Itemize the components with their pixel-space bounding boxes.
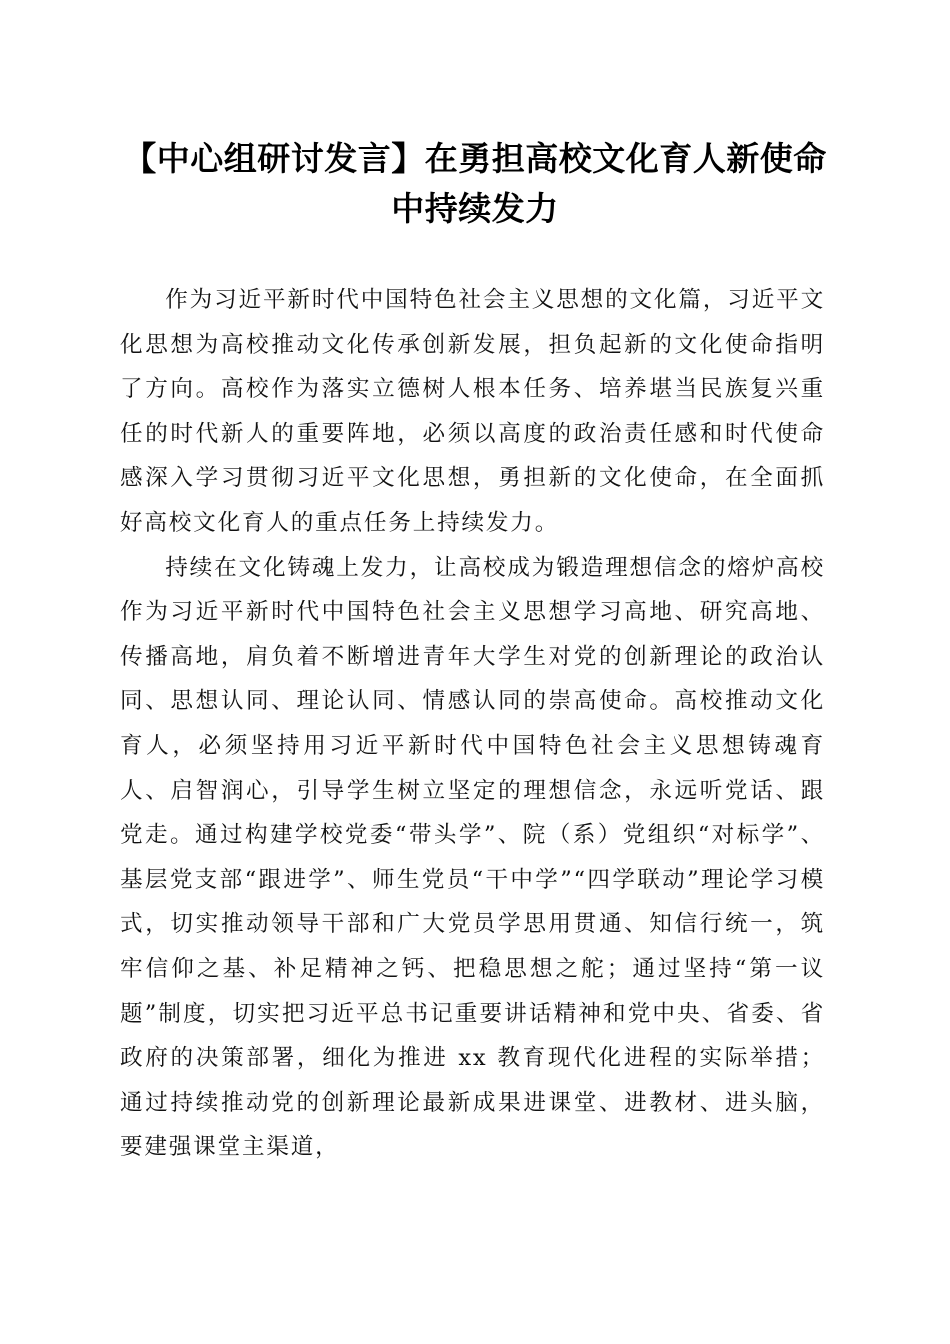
document-body xyxy=(120,278,825,1170)
paragraph-intro: 作为习近平新时代中国特色社会主义思想的文化篇，习近平文化思想为高校推动文化传承创新发展，担负起新的文化使命指明了方向。高校作为落实立德树人根本任务、培养堪当民族复兴重任的时代新人的重要阵地，必须以高度的政治责任感和时代使命感深入学习贯彻习近平文化思想，勇担新的文化使命，在全面抓好高校文化育人的重点任务上持续发力。 xyxy=(120,287,825,536)
document-title: 【中心组研讨发言】在勇担高校文化育人新使命中持续发力 xyxy=(123,139,827,228)
paragraph-cultural-soul: 持续在文化铸魂上发力，让高校成为锻造理想信念的熔炉高校作为习近平新时代中国特色社会主义思想学习高地、研究高地、传播高地，肩负着不断增进青年大学生对党的创新理论的政治认同、思想认同、理论认同、情感认同的崇高使命。高校推动文化育人，必须坚持用习近平新时代中国特色社会主义思想铸魂育人、启智润心，引导学生树立坚定的理想信念，永远听党话、跟党走。通过构建学校党委“带头学”、院（系）党组织“对标学”、基层党支部“跟进学”、师生党员“干中学”“四学联动”理论学习模式，切实推动领导干部和广大党员学思用贯通、知信行统一，筑牢信仰之基、补足精神之钙、把稳思想之舵；通过坚持“第一议题”制度，切实把习近平总书记重要讲话精神和党中央、省委、省政府的决策部署，细化为推进 xx 教育现代化进程的实际举措；通过持续推动党的创新理论最新成果进课堂、进教材、进头脑，要建强课堂主渠道， xyxy=(120,554,825,1161)
